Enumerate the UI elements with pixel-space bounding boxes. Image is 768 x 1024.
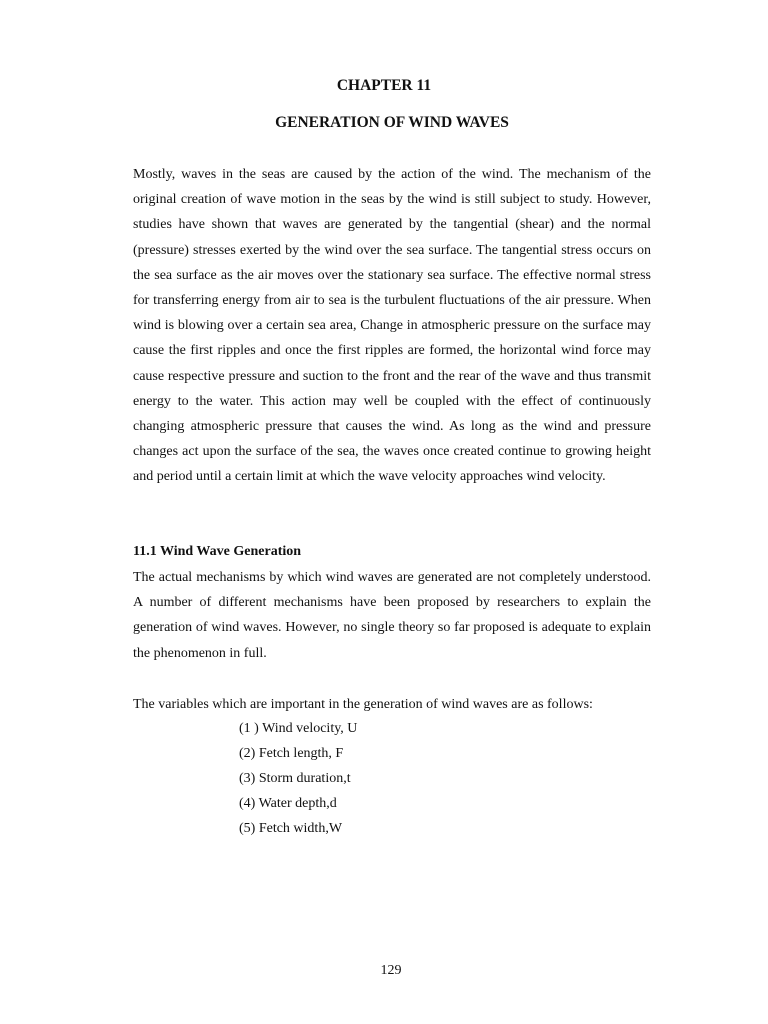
list-item: (5) Fetch width,W — [239, 821, 343, 836]
page-number: 129 — [380, 963, 402, 978]
chapter-title: GENERATION OF WIND WAVES — [275, 114, 509, 131]
section-paragraph: The actual mechanisms by which wind waves are generated are not completely understood. A number of different mechanisms have been proposed by researchers to explain the generation of wind waves. However, no single theory so far proposed is adequate to explain the phenomenon in full. — [133, 570, 651, 661]
list-item: (3) Storm duration,t — [239, 771, 351, 786]
intro-paragraph: Mostly, waves in the seas are caused by the action of the wind. The mechanism of the original creation of wave motion in the seas by the wind is still subject to study. However, studies have shown that waves are generated by the tangential (shear) and the normal (pressure) stresses exerted by the wind over the sea surface. The tangential stress occurs on the sea surface as the air moves over the stationary sea surface. The effective normal stress for transferring energy from air to sea is the turbulent fluctuations of the air pressure. When wind is blowing over a certain sea area, Change in atmospheric pressure on the surface may cause the first ripples and once the first ripples are formed, the horizontal wind force may cause respective pressure and suction to the front and the rear of the wave and thus transmit energy to the water. This action may well be coupled with the effect of continuously changing atmospheric pressure that causes the wind. As long as the wind and pressure changes act upon the surface of the sea, the waves once created continue to growing height and period until a certain limit at which the wave velocity approaches wind velocity. — [133, 167, 651, 485]
list-item: (1 ) Wind velocity, U — [239, 721, 358, 736]
section-heading: 11.1 Wind Wave Generation — [133, 544, 302, 559]
variables-list — [239, 716, 357, 841]
variables-intro: The variables which are important in the generation of wind waves are as follows: — [133, 697, 593, 712]
list-item: (2) Fetch length, F — [239, 746, 344, 761]
chapter-number: CHAPTER 11 — [336, 77, 432, 94]
list-item: (4) Water depth,d — [239, 796, 337, 811]
